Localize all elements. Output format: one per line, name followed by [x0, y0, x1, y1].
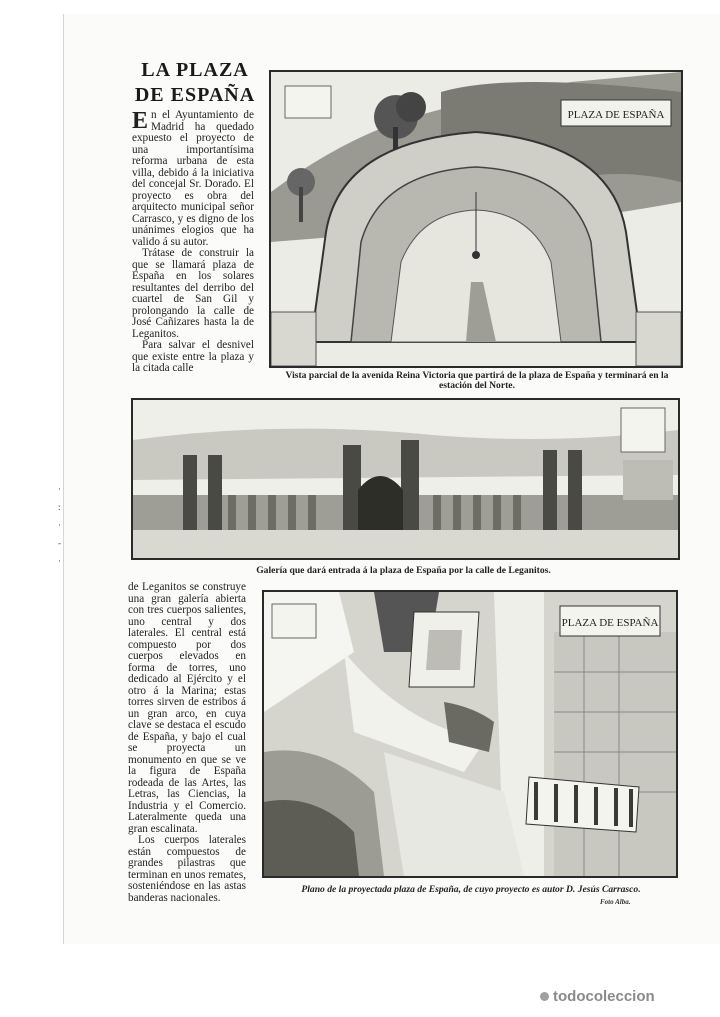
gallery-engraving [131, 398, 680, 560]
drop-cap: E [132, 108, 149, 134]
paragraph-1: En el Ayuntamiento de Madrid ha quedado expuesto el proyecto de una importantísima reforma urbana de esta villa, debido á la iniciativa del concejal Sr. Dorado. El proyecto es obra del arquitecto municipal señor Carrasco, y es digno de los unánimes elogios que ha valido á su autor. [132, 108, 254, 248]
watermark-text: todocoleccion [553, 988, 655, 1005]
site-plan [262, 590, 678, 878]
watermark-dot-icon [540, 992, 549, 1001]
article-column-1 [132, 110, 254, 375]
article-column-2 [128, 582, 246, 904]
paragraph-2: Trátase de construir la que se llamará plaza de España en los solares resultantes del derribo del cuartel de San Gil y prolongando la calle de José Cañizares hasta la de Leganitos. [132, 247, 254, 340]
fig1-caption: Vista parcial de la avenida Reina Victoria que partirá de la plaza de España y terminará en la estación del Norte. [285, 370, 669, 391]
fig3-sign-text: PLAZA DE ESPAÑA [561, 617, 659, 629]
tunnel-engraving [269, 70, 683, 368]
fig1-sign-text: PLAZA DE ESPAÑA [567, 109, 665, 121]
fig2-caption: Galería que dará entrada á la plaza de España por la calle de Leganitos. [256, 565, 551, 576]
title-line-2: DE ESPAÑA [134, 84, 256, 106]
photo-credit: Foto Alba. [600, 898, 631, 906]
article-title [130, 58, 260, 108]
paragraph-5: Los cuerpos laterales están compuestos de grandes pilastras que terminan en unos remates, sosteniéndose en las astas banderas nacionales. [128, 834, 246, 904]
paragraph-4: de Leganitos se construye una gran galería abierta con tres cuerpos salientes, uno central y dos laterales. El central está compuesto por dos cuerpos elevados en forma de torres, uno dedicado al Ejército y el otro á la Marina; estas torres sirven de estribos á un gran arco, en cuya clave se destaca el escudo de España, y bajo el cual se proyecta un monumento en que se ve la figura de España rodeada de las Artes, las Letras, las Ciencias, la Industria y el Comercio. Lateralmente queda una gran escalinata. [128, 581, 246, 835]
paragraph-3: Para salvar el desnivel que existe entre la plaza y la citada calle [132, 339, 254, 374]
watermark [540, 988, 655, 1005]
margin-marks: · : · - · [58, 484, 61, 566]
title-line-1: LA PLAZA [141, 59, 249, 81]
fig3-caption: Plano de la proyectada plaza de España, de cuyo proyecto es autor D. Jesús Carrasco. [301, 884, 641, 895]
